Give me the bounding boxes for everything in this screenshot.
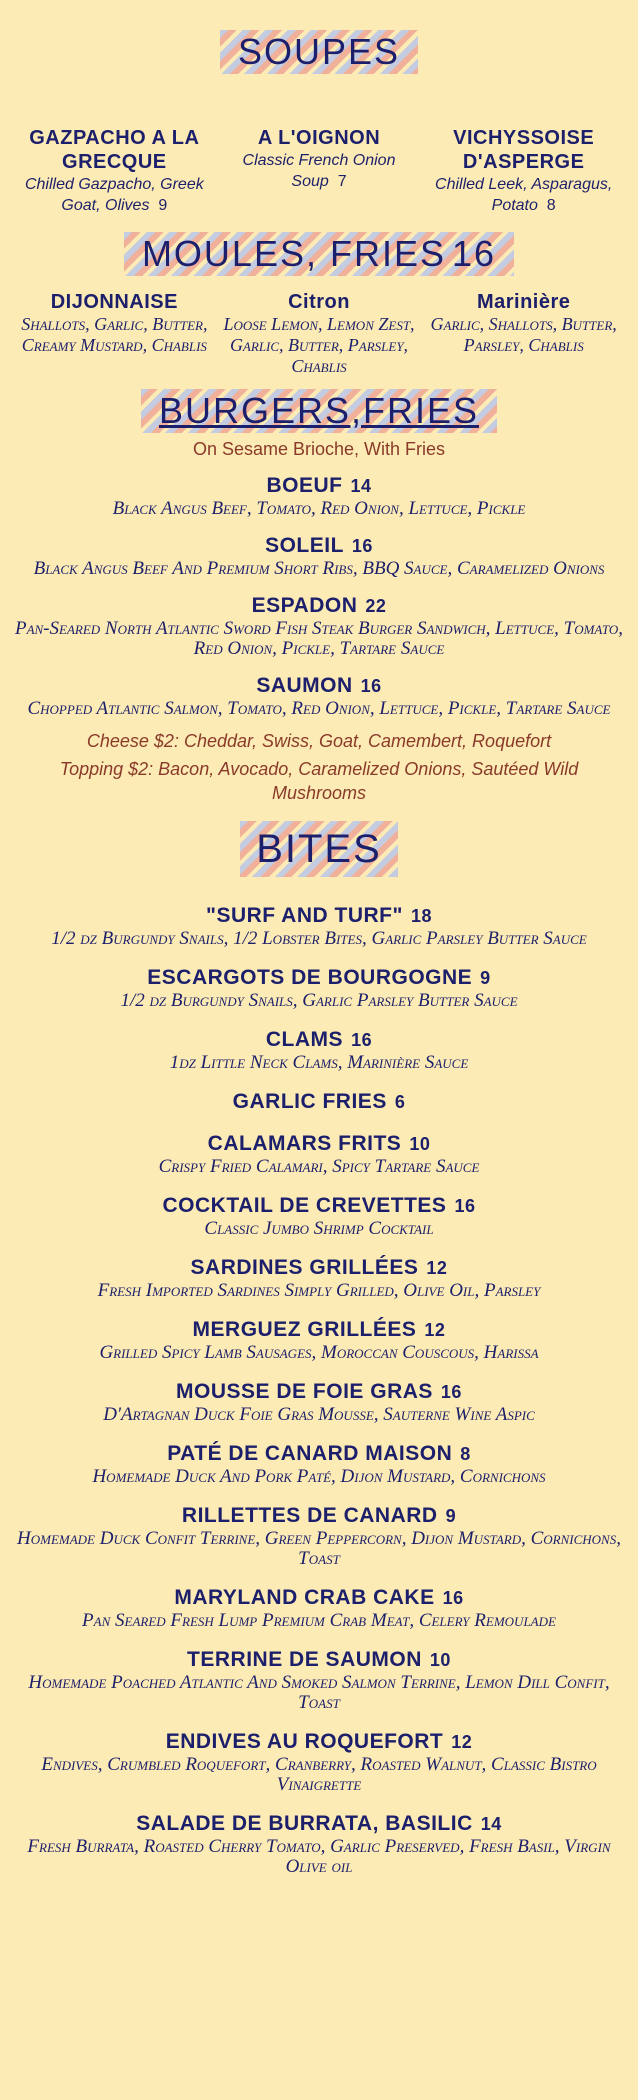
item-name: "SURF AND TURF" 18 bbox=[206, 904, 432, 927]
item-price: 12 bbox=[451, 1732, 473, 1752]
item-name: GARLIC FRIES 6 bbox=[232, 1090, 406, 1113]
item-price: 18 bbox=[410, 906, 432, 926]
item-name: TERRINE DE SAUMON 10 bbox=[187, 1648, 451, 1671]
item-price: 16 bbox=[442, 1588, 464, 1608]
item-price: 16 bbox=[351, 1030, 373, 1050]
item-desc: Homemade Duck And Pork Paté, Dijon Mustard, Cornichons bbox=[92, 1466, 546, 1487]
soupe-name: VICHYSSOISE D'ASPERGE bbox=[453, 127, 595, 173]
item-name: CALAMARS FRITS 10 bbox=[207, 1132, 431, 1155]
item-price: 16 bbox=[360, 676, 382, 696]
menu-item bbox=[0, 1255, 638, 1301]
item-price: 12 bbox=[424, 1320, 446, 1340]
menu-item bbox=[0, 965, 638, 1011]
item-price: 14 bbox=[350, 476, 372, 496]
item-name: RILLETTES DE CANARD 9 bbox=[181, 1504, 457, 1527]
menu-item bbox=[0, 1131, 638, 1177]
moules-section bbox=[0, 232, 638, 276]
item-desc: 1/2 dz Burgundy Snails, Garlic Parsley Butter Sauce bbox=[120, 990, 518, 1011]
menu-item bbox=[0, 1193, 638, 1239]
menu-item bbox=[0, 1317, 638, 1363]
item-name: SAUMON 16 bbox=[256, 674, 382, 697]
menu-item bbox=[0, 1647, 638, 1713]
item-price: 10 bbox=[409, 1134, 431, 1154]
item-desc: Pan Seared Fresh Lump Premium Crab Meat, Celery Remoulade bbox=[82, 1610, 556, 1631]
moules-desc: Loose Lemon, Lemon Zest, Garlic, Butter, Parsley, Chablis bbox=[223, 314, 415, 376]
moules-desc: Garlic, Shallots, Butter, Parsley, Chablis bbox=[430, 314, 617, 355]
soupes-list bbox=[0, 126, 638, 216]
item-desc: Fresh Imported Sardines Simply Grilled, Olive Oil, Parsley bbox=[97, 1280, 541, 1301]
item-name: SALADE DE BURRATA, BASILIC 14 bbox=[136, 1812, 502, 1835]
menu-item bbox=[0, 593, 638, 659]
item-name: PATÉ DE CANARD MAISON 8 bbox=[167, 1442, 471, 1465]
menu-item bbox=[0, 1089, 638, 1115]
item-price: 12 bbox=[426, 1258, 448, 1278]
item-name: COCKTAIL DE CREVETTES 16 bbox=[162, 1194, 476, 1217]
burgers-subtitle: On Sesame Brioche, With Fries bbox=[192, 439, 446, 459]
item-desc: Chopped Atlantic Salmon, Tomato, Red Onion, Lettuce, Pickle, Tartare Sauce bbox=[27, 698, 611, 719]
item-desc: Endives, Crumbled Roquefort, Cranberry, Roasted Walnut, Classic Bistro Vinaigrette bbox=[41, 1754, 597, 1795]
item-desc: Classic Jumbo Shrimp Cocktail bbox=[204, 1218, 434, 1239]
menu-item bbox=[0, 1811, 638, 1877]
item-name: ESPADON 22 bbox=[251, 594, 387, 617]
item-name: SOLEIL 16 bbox=[265, 534, 373, 557]
soupe-item bbox=[217, 126, 422, 216]
soupe-price: 7 bbox=[337, 173, 347, 190]
soupe-desc: Chilled Gazpacho, Greek Goat, Olives 9 bbox=[24, 176, 204, 214]
item-price: 9 bbox=[480, 968, 491, 988]
soupes-section bbox=[0, 0, 638, 74]
item-price: 9 bbox=[445, 1506, 457, 1526]
burgers-section bbox=[0, 389, 638, 461]
soupe-item bbox=[12, 126, 217, 216]
menu-item bbox=[0, 1503, 638, 1569]
item-desc: 1/2 dz Burgundy Snails, 1/2 Lobster Bites, Garlic Parsley Butter Sauce bbox=[51, 928, 587, 949]
item-name: MOUSSE DE FOIE GRAS 16 bbox=[176, 1380, 462, 1403]
item-desc: 1dz Little Neck Clams, Marinière Sauce bbox=[169, 1052, 469, 1073]
menu-item bbox=[0, 903, 638, 949]
soupe-price: 9 bbox=[158, 197, 168, 214]
item-price: 8 bbox=[460, 1444, 471, 1464]
item-price: 16 bbox=[351, 536, 373, 556]
menu-item bbox=[0, 1441, 638, 1487]
item-desc: Black Angus Beef And Premium Short Ribs, BBQ Sauce, Caramelized Onions bbox=[33, 558, 605, 579]
moules-name: Marinière bbox=[476, 291, 571, 313]
item-price: 16 bbox=[440, 1382, 462, 1402]
menu-item bbox=[0, 1379, 638, 1425]
burgers-title: BURGERS,FRIES bbox=[141, 389, 497, 433]
item-name: ENDIVES AU ROQUEFORT 12 bbox=[165, 1730, 473, 1753]
bites-title: BITES bbox=[240, 821, 398, 877]
moules-item bbox=[421, 290, 626, 377]
menu-item bbox=[0, 473, 638, 519]
moules-price: 16 bbox=[452, 233, 497, 274]
moules-item bbox=[12, 290, 217, 377]
item-desc: Pan-Seared North Atlantic Sword Fish Steak Burger Sandwich, Lettuce, Tomato, Red Onion, Pickle, Tartare Sauce bbox=[14, 618, 624, 659]
soupe-item bbox=[421, 126, 626, 216]
item-name: MERGUEZ GRILLÉES 12 bbox=[192, 1318, 446, 1341]
item-name: CLAMS 16 bbox=[265, 1028, 373, 1051]
moules-name: Citron bbox=[288, 291, 350, 313]
item-name: MARYLAND CRAB CAKE 16 bbox=[174, 1586, 464, 1609]
bites-section bbox=[0, 821, 638, 877]
item-price: 22 bbox=[365, 596, 387, 616]
item-name: BOEUF 14 bbox=[266, 474, 372, 497]
item-desc: Grilled Spicy Lamb Sausages, Moroccan Couscous, Harissa bbox=[99, 1342, 539, 1363]
item-price: 16 bbox=[454, 1196, 476, 1216]
item-price: 6 bbox=[394, 1092, 406, 1112]
moules-name: DIJONNAISE bbox=[50, 291, 178, 313]
menu-item bbox=[0, 533, 638, 579]
item-price: 10 bbox=[429, 1650, 451, 1670]
menu-item bbox=[0, 673, 638, 719]
soupe-desc: Classic French Onion Soup 7 bbox=[242, 152, 396, 190]
menu-item bbox=[0, 1027, 638, 1073]
moules-title: MOULES, FRIES 16 bbox=[124, 232, 514, 276]
soupe-price: 8 bbox=[546, 197, 556, 214]
item-name: ESCARGOTS DE BOURGOGNE 9 bbox=[147, 966, 491, 989]
item-desc: Black Angus Beef, Tomato, Red Onion, Lettuce, Pickle bbox=[112, 498, 526, 519]
item-desc: Homemade Poached Atlantic And Smoked Salmon Terrine, Lemon Dill Confit, Toast bbox=[28, 1672, 610, 1713]
moules-list bbox=[0, 290, 638, 377]
item-desc: Homemade Duck Confit Terrine, Green Peppercorn, Dijon Mustard, Cornichons, Toast bbox=[17, 1528, 621, 1569]
item-price: 14 bbox=[480, 1814, 502, 1834]
menu-item bbox=[0, 1729, 638, 1795]
menu-item bbox=[0, 1585, 638, 1631]
item-name: SARDINES GRILLÉES 12 bbox=[190, 1256, 448, 1279]
bites-list bbox=[0, 903, 638, 1877]
item-desc: D'Artagnan Duck Foie Gras Mousse, Sauterne Wine Aspic bbox=[103, 1404, 535, 1425]
burgers-list bbox=[0, 473, 638, 805]
moules-desc: Shallots, Garlic, Butter, Creamy Mustard, Chablis bbox=[21, 314, 208, 355]
soupes-title: SOUPES bbox=[220, 30, 418, 74]
soupe-desc: Chilled Leek, Asparagus, Potato 8 bbox=[435, 176, 613, 214]
item-desc: Crispy Fried Calamari, Spicy Tartare Sauce bbox=[158, 1156, 480, 1177]
item-desc: Fresh Burrata, Roasted Cherry Tomato, Garlic Preserved, Fresh Basil, Virgin Olive oil bbox=[27, 1836, 611, 1877]
soupe-name: A L'OIGNON bbox=[257, 127, 381, 149]
topping-note: Topping $2: Bacon, Avocado, Caramelized Onions, Sautéed Wild Mushrooms bbox=[59, 759, 579, 803]
soupe-name: GAZPACHO A LA GRECQUE bbox=[29, 127, 200, 173]
moules-item bbox=[217, 290, 422, 377]
cheese-note: Cheese $2: Cheddar, Swiss, Goat, Camembert, Roquefort bbox=[86, 731, 552, 751]
